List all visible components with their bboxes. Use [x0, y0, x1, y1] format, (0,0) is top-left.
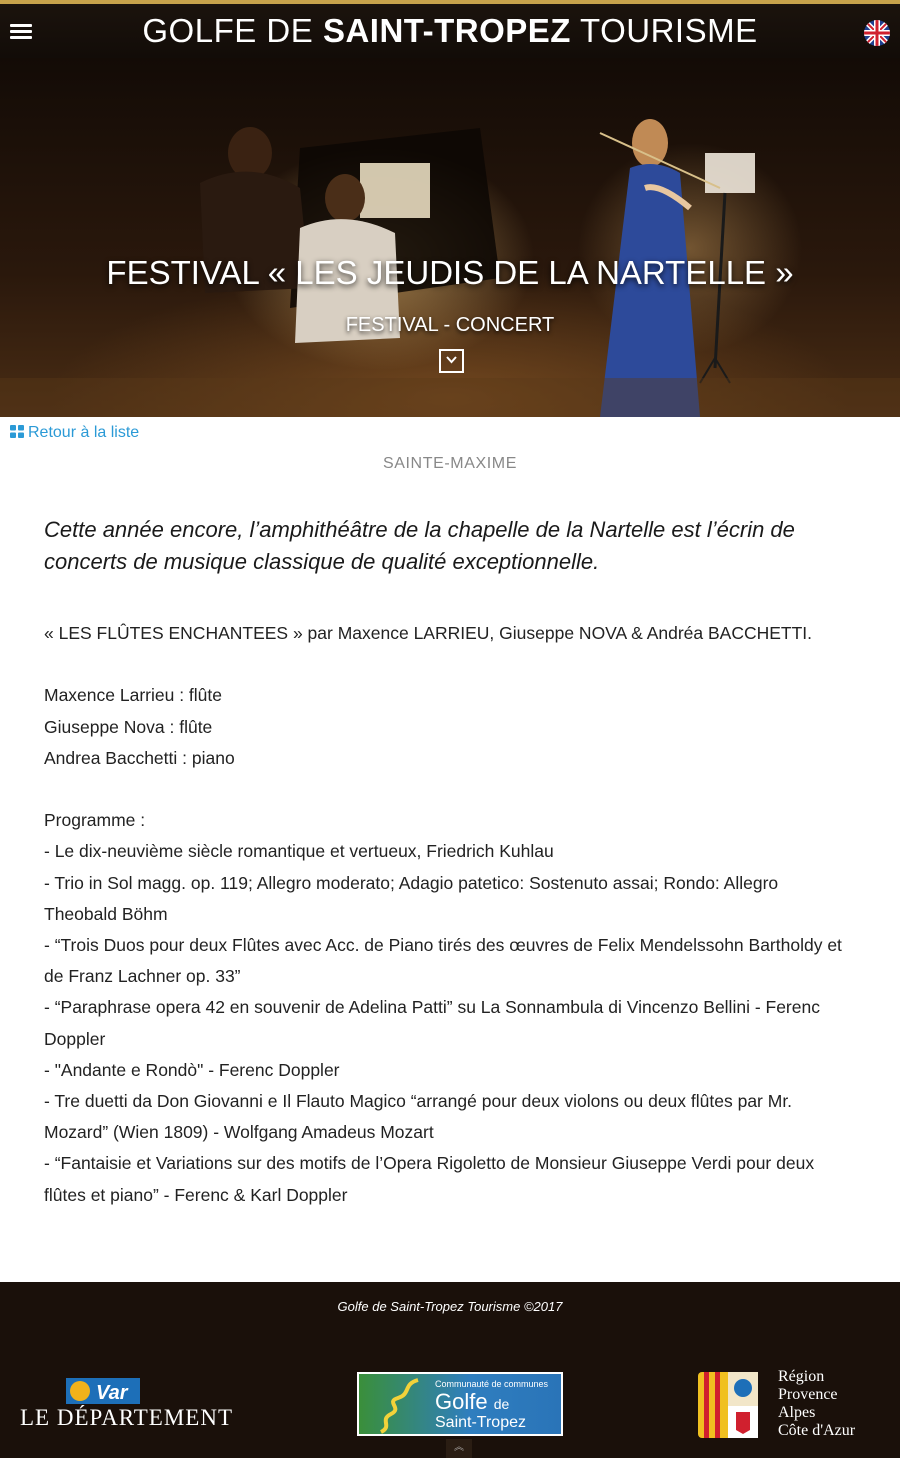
region-line: Côte d'Azur	[778, 1422, 856, 1439]
var-departement-logo[interactable]	[20, 1378, 234, 1434]
brand-strong: SAINT-TROPEZ	[322, 12, 571, 49]
golfe-logo-line1	[435, 1389, 509, 1415]
region-paca-logo[interactable]	[696, 1368, 876, 1444]
golfe-logo-line2: Saint-Tropez	[435, 1414, 526, 1431]
golfe-logo-de: de	[493, 1396, 510, 1412]
event-location: SAINTE-MAXIME	[382, 455, 518, 472]
back-to-top-button[interactable]: ︽	[446, 1439, 472, 1458]
description-line: Andrea Bacchetti : piano	[44, 747, 235, 768]
description-line: Maxence Larrieu : flûte	[44, 685, 223, 706]
programme-item: - Le dix-neuvième siècle romantique et vertueux, Friedrich Kuhlau	[44, 841, 554, 862]
programme-heading: Programme :	[44, 810, 146, 831]
var-logo-mark	[66, 1378, 140, 1404]
var-departement-text: LE DÉPARTEMENT	[20, 1405, 234, 1430]
programme-item: - “Trois Duos pour deux Flûtes avec Acc. de Piano tirés des œuvres de Felix Mendelssohn Bartholdy et de Franz Lachner op. 33”	[44, 935, 842, 987]
region-line: Alpes	[778, 1404, 816, 1421]
brand-prefix: GOLFE DE	[142, 12, 323, 49]
grid-icon	[10, 425, 24, 438]
back-link-label: Retour à la liste	[28, 424, 140, 441]
description-spacer	[44, 774, 854, 805]
programme-item: - "Andante e Rondò" - Ferenc Doppler	[44, 1059, 340, 1080]
coastline-icon	[363, 1376, 433, 1436]
description-line: « LES FLÛTES ENCHANTEES » par Maxence LARRIEU, Giuseppe NOVA & Andréa BACCHETTI.	[44, 623, 813, 643]
event-description	[44, 618, 854, 1211]
region-text	[778, 1368, 855, 1440]
event-intro: Cette année encore, l’amphithéâtre de la chapelle de la Nartelle est l’écrin de concerts de musique classique de qualité exceptionnelle.	[44, 517, 795, 574]
var-mark-text: Var	[96, 1382, 128, 1404]
description-line: Giuseppe Nova : flûte	[44, 716, 213, 737]
golfe-saint-tropez-logo[interactable]	[357, 1372, 563, 1436]
programme-item: - “Fantaisie et Variations sur des motifs de l’Opera Rigoletto de Monsieur Giuseppe Verdi pour deux flûtes et piano” - Ferenc & Karl Doppler	[44, 1153, 815, 1205]
programme-item: - Trio in Sol magg. op. 119; Allegro moderato; Adagio patetico: Sostenuto assai; Rondo: Allegro Theobald Böhm	[44, 872, 779, 924]
hero-banner	[0, 58, 900, 417]
description-spacer	[44, 649, 854, 680]
region-line: Provence	[778, 1386, 838, 1403]
event-title: FESTIVAL « LES JEUDIS DE LA NARTELLE »	[106, 254, 794, 291]
chevron-down-icon[interactable]	[439, 349, 464, 373]
copyright-text: Golfe de Saint-Tropez Tourisme ©2017	[337, 1299, 563, 1314]
region-shield-icon	[698, 1372, 758, 1438]
programme-item: - “Paraphrase opera 42 en souvenir de Adelina Patti” su La Sonnambula di Vincenzo Bellini - Ferenc Doppler	[44, 997, 820, 1049]
programme-item: - Tre duetti da Don Giovanni e Il Flauto Magico “arrangé pour deux violons ou deux flûtes par Mr. Mozard” (Wien 1809) - Wolfgang Amadeus Mozart	[44, 1091, 793, 1143]
brand-suffix: TOURISME	[570, 12, 758, 49]
event-category: FESTIVAL - CONCERT	[345, 314, 555, 336]
golfe-logo-word: Golfe	[435, 1389, 488, 1414]
top-header	[0, 0, 900, 58]
site-logo[interactable]	[0, 12, 900, 50]
back-to-list-link[interactable]	[10, 424, 139, 442]
golfe-logo-caption: Communauté de communes	[435, 1379, 549, 1389]
footer	[0, 1282, 900, 1458]
uk-flag-icon[interactable]	[864, 20, 890, 46]
region-line: Région	[778, 1368, 825, 1385]
